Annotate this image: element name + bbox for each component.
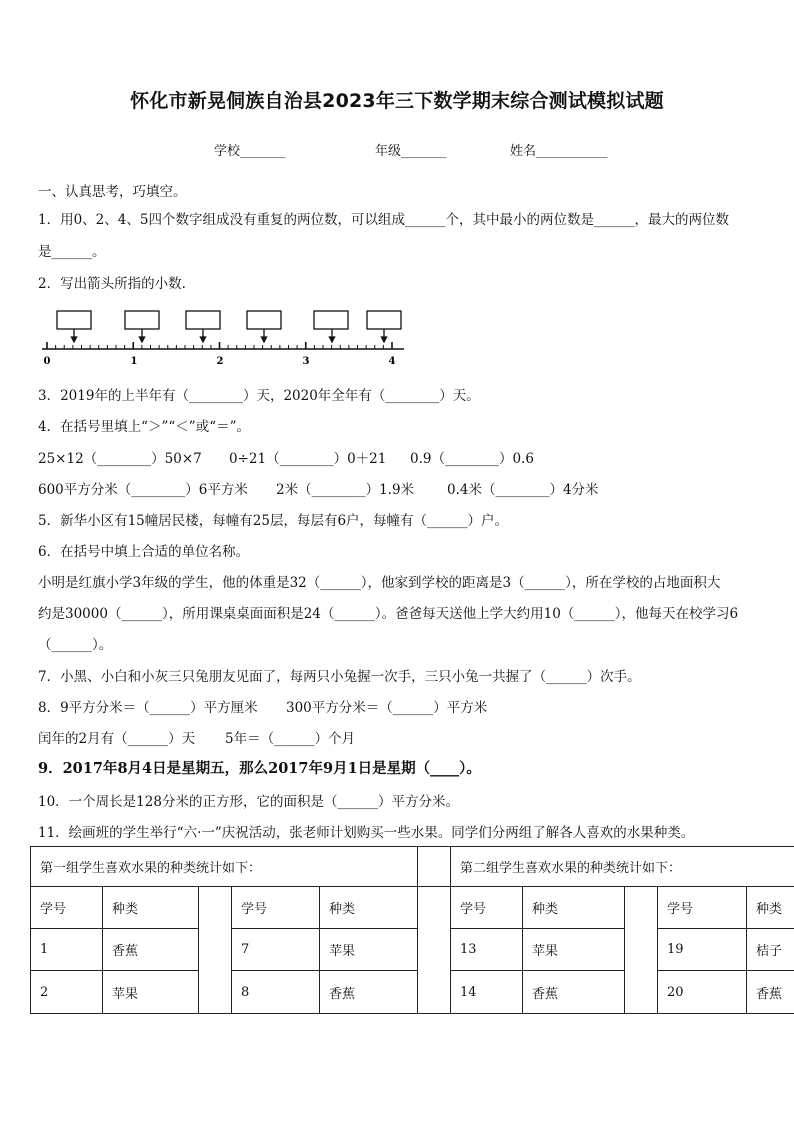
question-4-item: 0.9（________）0.6 (410, 451, 534, 467)
arrow-head-icon (261, 337, 266, 342)
question-11: 11．绘画班的学生举行“六·一”庆祝活动，张老师计划购买一些水果。同学们分两组了解各人喜欢的水果种类。 (38, 825, 695, 841)
question-10: 10．一个周长是128分米的正方形，它的面积是（______）平方分米。 (38, 794, 459, 810)
column-header-kind: 种类 (103, 887, 199, 929)
student-number: 7 (232, 929, 320, 971)
answer-box (314, 311, 348, 329)
fruit-kind: 香蕉 (747, 971, 794, 1014)
group-1-title: 第一组学生喜欢水果的种类统计如下： (31, 847, 418, 887)
question-8-item: 5年＝（______）个月 (225, 731, 356, 747)
answer-box (125, 311, 159, 329)
fruit-kind: 香蕉 (103, 929, 199, 971)
question-5: 5．新华小区有15幢居民楼，每幢有25层，每层有6户，每幢有（______）户。 (38, 513, 509, 529)
question-6-text: 6．在括号中填上合适的单位名称。 (38, 544, 250, 560)
fruit-kind: 苹果 (103, 971, 199, 1014)
arrow-head-icon (329, 337, 334, 342)
question-7: 7．小黑、小白和小灰三只兔朋友见面了，每两只小兔握一次手，三只小兔一共握了（______）次手。 (38, 669, 641, 685)
column-header-number: 学号 (451, 887, 523, 929)
tick-label-4: 4 (388, 356, 396, 367)
tick-label-3: 3 (302, 356, 310, 367)
answer-box (186, 311, 220, 329)
arrow-head-icon (71, 337, 76, 342)
student-number: 13 (451, 929, 523, 971)
fruit-survey-table (30, 846, 794, 1014)
table-row (31, 971, 794, 1014)
column-header-number: 学号 (232, 887, 320, 929)
grade-field[interactable]: 年级_______ (375, 144, 447, 159)
question-8-item: 300平方分米＝（______）平方米 (286, 700, 488, 716)
number-line-figure (36, 306, 406, 368)
fruit-kind: 苹果 (523, 929, 625, 971)
school-field[interactable]: 学校_______ (214, 144, 286, 159)
question-6-line-2: 约是30000（______），所用课桌桌面面积是24（______）。爸爸每天送他上学大约用10（______），他每天在校学习6 (38, 606, 739, 622)
question-4-item: 2米（________）1.9米 (276, 482, 415, 498)
student-number: 2 (31, 971, 103, 1014)
question-8-item: 闰年的2月有（______）天 (38, 731, 196, 747)
question-2-text: 2．写出箭头所指的小数. (38, 276, 186, 292)
table-header-row (31, 887, 794, 929)
arrow-head-icon (139, 337, 144, 342)
table-spacer (625, 887, 658, 1014)
table-row (31, 929, 794, 971)
question-4-item: 600平方分米（________）6平方米 (38, 482, 248, 498)
student-number: 20 (658, 971, 747, 1014)
arrow-head-icon (381, 337, 386, 342)
student-number: 8 (232, 971, 320, 1014)
tick-label-2: 2 (216, 356, 224, 367)
page-title: 怀化市新晃侗族自治县2023年三下数学期末综合测试模拟试题 (130, 90, 664, 112)
column-header-kind: 种类 (747, 887, 794, 929)
question-6-line-1: 小明是红旗小学3年级的学生，他的体重是32（______），他家到学校的距离是3（______），所在学校的占地面积大 (38, 575, 721, 591)
question-4-item: 0÷21（________）0＋21 (229, 451, 387, 467)
name-field[interactable]: 姓名___________ (510, 144, 608, 159)
table-spacer (418, 887, 451, 1014)
fruit-kind: 苹果 (320, 929, 418, 971)
column-header-kind: 种类 (523, 887, 625, 929)
question-1-line-2: 是______。 (38, 244, 106, 260)
question-3: 3．2019年的上半年有（________）天，2020年全年有（________）天。 (38, 388, 480, 404)
question-4-text: 4．在括号里填上“＞”“＜”或“＝”。 (38, 419, 250, 435)
tick-label-1: 1 (130, 356, 138, 367)
table-spacer (199, 887, 232, 1014)
question-1-line-1: 1．用0、2、4、5四个数字组成没有重复的两位数，可以组成______个，其中最小的两位数是______，最大的两位数 (38, 212, 729, 228)
section-heading: 一、认真思考，巧填空。 (38, 184, 187, 200)
fruit-kind: 香蕉 (320, 971, 418, 1014)
group-2-title: 第二组学生喜欢水果的种类统计如下： (451, 847, 794, 887)
question-6-line-3: （______）。 (38, 637, 113, 653)
question-4-item: 25×12（________）50×7 (38, 451, 202, 467)
answer-box (367, 311, 401, 329)
column-header-number: 学号 (658, 887, 747, 929)
column-header-kind: 种类 (320, 887, 418, 929)
answer-box (57, 311, 91, 329)
column-header-number: 学号 (31, 887, 103, 929)
student-number: 19 (658, 929, 747, 971)
student-number: 14 (451, 971, 523, 1014)
question-4-item: 0.4米（________）4分米 (447, 482, 599, 498)
fruit-kind: 桔子 (747, 929, 794, 971)
fruit-kind: 香蕉 (523, 971, 625, 1014)
question-8-item: 8．9平方分米＝（______）平方厘米 (38, 700, 258, 716)
tick-label-0: 0 (43, 356, 51, 367)
answer-box (247, 311, 281, 329)
question-9: 9．2017年8月4日是星期五，那么2017年9月1日是星期（____）。 (38, 760, 481, 777)
student-number: 1 (31, 929, 103, 971)
table-spacer (418, 847, 451, 887)
arrow-head-icon (200, 337, 205, 342)
